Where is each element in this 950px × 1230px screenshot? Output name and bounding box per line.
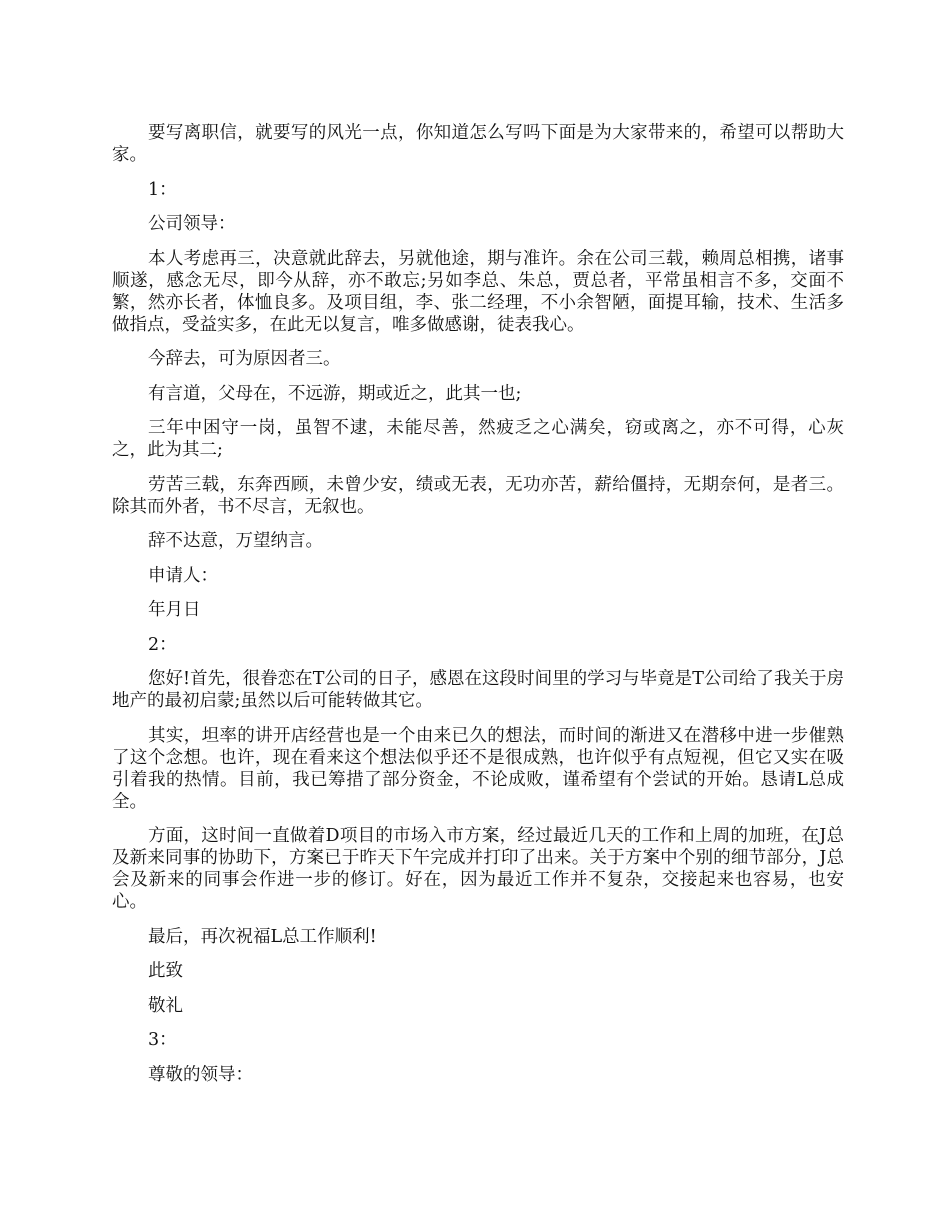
body-paragraph: 本人考虑再三，决意就此辞去，另就他途，期与准许。余在公司三载，赖周总相携，诸事顺遂，感念无尽，即今从辞，亦不敢忘;另如李总、朱总，贾总者，平常虽相言不多，交面不繁，然亦长者，体恤良多。及项目组，李、张二经理，不小余智陋，面提耳输，技术、生活多做指点，受益实多，在此无以复言，唯多做感谢，徒表我心。: [112, 248, 844, 335]
salutation-3: 尊敬的领导：: [148, 1064, 253, 1085]
body-paragraph: 劳苦三载，东奔西顾，未曾少安，绩或无表，无功亦苦，薪给僵持，无期奈何，是者三。除其而外者，书不尽言，无叙也。: [112, 474, 844, 517]
applicant-line: 申请人：: [148, 565, 218, 586]
body-paragraph: 方面，这时间一直做着D项目的市场入市方案，经过最近几天的工作和上周的加班，在J总及新来同事的协助下，方案已于昨天下午完成并打印了出来。关于方案中个别的细节部分，J总会及新来的同事会作进一步的修订。好在，因为最近工作并不复杂，交接起来也容易，也安心。: [112, 826, 844, 912]
date-line: 年月日: [148, 600, 201, 620]
body-paragraph: 辞不达意，万望纳言。: [148, 531, 323, 551]
intro-paragraph: 要写离职信，就要写的风光一点，你知道怎么写吗下面是为大家带来的，希望可以帮助大家。: [112, 123, 844, 165]
body-paragraph: 有言道，父母在，不远游，期或近之，此其一也;: [148, 383, 522, 404]
closing-line: 敬礼: [148, 995, 183, 1016]
body-paragraph: 三年中困守一岗，虽智不逮，未能尽善，然疲乏之心满矣，窃或离之，亦不可得，心灰之，此为其二;: [112, 418, 844, 460]
body-paragraph: 您好!首先，很眷恋在T公司的日子，感恩在这段时间里的学习与毕竟是T公司给了我关于房地产的最初启蒙;虽然以后可能转做其它。: [112, 669, 844, 711]
body-paragraph: 最后，再次祝福L总工作顺利!: [148, 926, 377, 947]
body-paragraph: 今辞去，可为原因者三。: [148, 349, 341, 369]
section-number-3: 3：: [148, 1030, 177, 1050]
section-number-1: 1：: [148, 179, 177, 200]
body-paragraph: 其实，坦率的讲开店经营也是一个由来已久的想法，而时间的渐进又在潜移中进一步催熟了这个念想。也许，现在看来这个想法似乎还不是很成熟，也许似乎有点短视，但它又实在吸引着我的热情。目前，我已筹措了部分资金，不论成败，谨希望有个尝试的开始。恳请L总成全。: [112, 725, 844, 812]
document-body: [112, 122, 844, 1098]
salutation-1: 公司领导：: [148, 214, 236, 234]
closing-line: 此致: [148, 961, 183, 981]
section-number-2: 2：: [148, 634, 177, 655]
